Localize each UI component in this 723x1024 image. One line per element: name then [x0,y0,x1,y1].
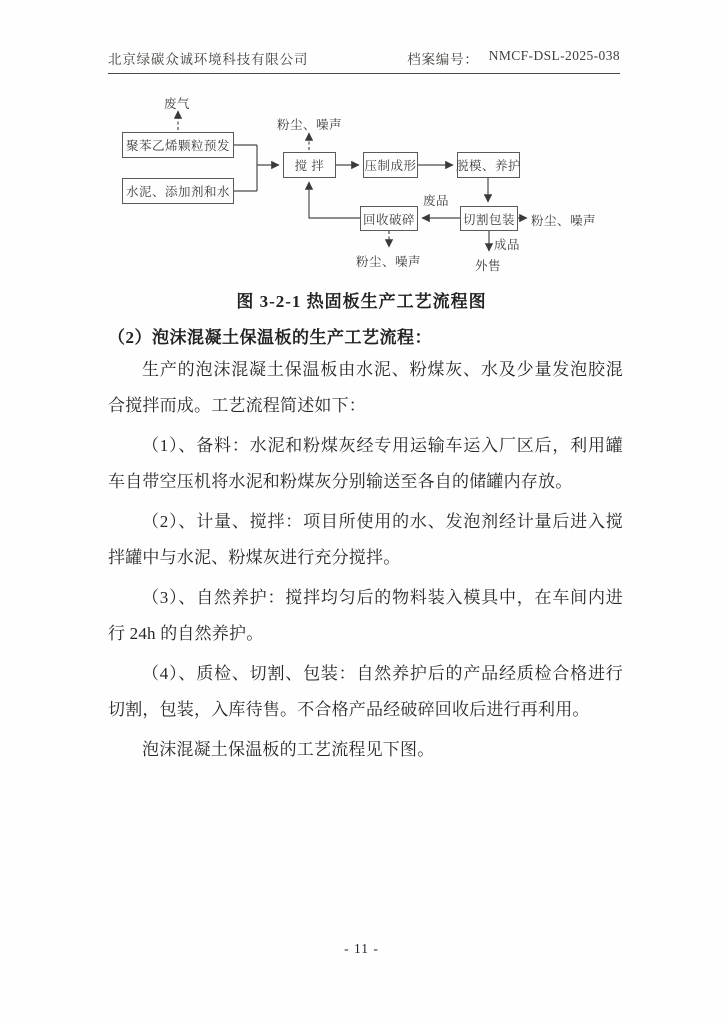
paragraph-step2: （2）、计量、搅拌：项目所使用的水、发泡剂经计量后进入搅拌罐中与水泥、粉煤灰进行充分搅拌。 [108,512,623,567]
paragraph-step1: （1）、备料：水泥和粉煤灰经专用运输车运入厂区后，利用罐车自带空压机将水泥和粉煤灰分别输送至各自的储罐内存放。 [108,436,623,491]
company-name: 北京绿碳众诚环境科技有限公司 [108,52,309,67]
label-dust-noise-recycle: 粉尘、噪声 [356,255,422,269]
box-press-forming: 压制成形 [363,152,418,178]
page-number: - 11 - [344,941,379,956]
label-waste-product: 废品 [423,194,450,208]
label-waste-gas: 废气 [164,97,191,111]
paragraph-step3: （3）、自然养护：搅拌均匀后的物料装入模具中，在车间内进行 24h 的自然养护。 [108,588,623,643]
label-dust-noise-cutting: 粉尘、噪声 [531,214,597,228]
figure-caption: 图 3-2-1 热固板生产工艺流程图 [236,292,487,311]
file-number-value: NMCF-DSL-2025-038 [488,48,620,63]
paragraph-step4: （4）、质检、切割、包装：自然养护后的产品经质检合格进行切割，包装，入库待售。不合格产品经破碎回收后进行再利用。 [108,664,623,719]
paragraph-intro: 生产的泡沫混凝土保温板由水泥、粉煤灰、水及少量发泡胶混合搅拌而成。工艺流程简述如下： [108,360,623,415]
box-cement-additive-water: 水泥、添加剂和水 [122,178,234,204]
box-pre-expansion: 聚苯乙烯颗粒预发 [122,132,234,158]
box-recycle-crushing: 回收破碎 [360,206,418,231]
section-heading: （2）泡沫混凝土保温板的生产工艺流程： [108,328,432,347]
file-number-group [407,48,620,68]
box-demold-curing: 脱模、养护 [457,152,520,178]
box-mixing: 搅 拌 [283,152,336,178]
paragraph-outro: 泡沫混凝土保温板的工艺流程见下图。 [142,740,435,759]
body-text [108,352,623,772]
label-finished-product: 成品 [494,238,521,252]
file-number-label: 档案编号： [407,52,479,67]
process-flowchart [0,90,723,286]
box-cutting-packing: 切割包装 [460,206,518,231]
page-header [108,48,620,74]
label-dust-noise-mixing: 粉尘、噪声 [277,118,343,132]
label-external-sale: 外售 [475,259,502,273]
